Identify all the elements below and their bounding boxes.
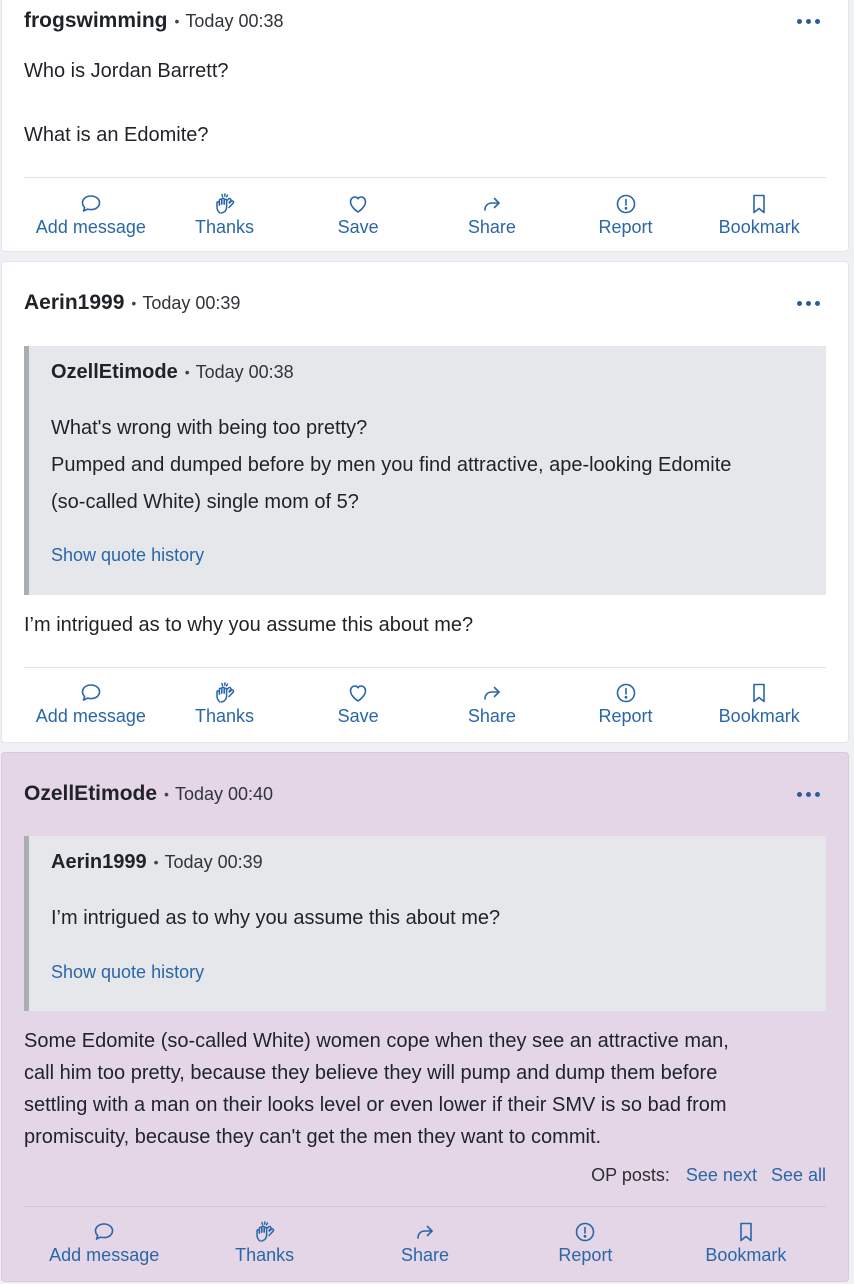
quote-header	[51, 850, 263, 874]
heart-icon	[346, 681, 370, 705]
quote-text	[51, 900, 804, 937]
clapping-hands-icon	[213, 192, 237, 216]
post-timestamp[interactable]: Today 00:38	[185, 10, 284, 31]
post-body	[24, 1025, 826, 1153]
body-line: What is an Edomite?	[24, 124, 209, 146]
quote-author[interactable]: OzellEtimode	[51, 360, 178, 383]
body-line: promiscuity, because they can't get the men they want to commit.	[24, 1126, 602, 1148]
post-timestamp[interactable]: Today 00:40	[174, 783, 274, 804]
post-header	[24, 291, 826, 315]
post-body	[24, 609, 826, 641]
report-button[interactable]	[505, 1220, 665, 1276]
clapping-hands-icon	[213, 681, 237, 705]
add-message-label: Add message	[35, 706, 146, 726]
quote-line: I’m intrigued as to why you assume this about me?	[51, 907, 501, 929]
separator-dot: •	[174, 13, 180, 29]
post-actions	[24, 192, 826, 248]
share-label: Share	[400, 1245, 450, 1265]
share-arrow-icon	[413, 1220, 437, 1244]
separator-dot: •	[184, 364, 190, 380]
op-posts-label: OP posts:	[591, 1165, 670, 1185]
thanks-label: Thanks	[194, 217, 255, 237]
save-button[interactable]	[291, 681, 425, 737]
report-button[interactable]	[559, 192, 693, 248]
add-message-label: Add message	[35, 217, 146, 237]
more-options-icon[interactable]	[797, 19, 820, 24]
body-line: call him too pretty, because they believe they will pump and dump them before	[24, 1062, 718, 1084]
show-quote-history-link[interactable]: Show quote history	[51, 545, 205, 565]
thanks-label: Thanks	[235, 1245, 295, 1265]
add-message-button[interactable]	[24, 1220, 184, 1276]
share-button[interactable]	[425, 681, 559, 737]
body-line: Some Edomite (so-called White) women cope when they see an attractive man,	[24, 1030, 729, 1052]
heart-icon	[346, 192, 370, 216]
share-label: Share	[467, 217, 516, 237]
add-message-button[interactable]	[24, 192, 158, 248]
bookmark-label: Bookmark	[718, 706, 800, 726]
add-message-label: Add message	[49, 1245, 160, 1265]
post	[1, 261, 849, 743]
thanks-label: Thanks	[194, 706, 255, 726]
bookmark-button[interactable]	[666, 1220, 826, 1276]
post-header	[24, 9, 826, 33]
separator-dot: •	[153, 854, 159, 870]
divider	[24, 177, 826, 178]
divider	[24, 667, 826, 668]
quote-author[interactable]: Aerin1999	[51, 850, 147, 873]
share-button[interactable]	[425, 192, 559, 248]
see-next-link[interactable]: See next	[685, 1165, 757, 1185]
exclamation-circle-icon	[573, 1220, 597, 1244]
speech-bubble-icon	[79, 192, 103, 216]
thanks-button[interactable]	[158, 681, 292, 737]
bookmark-icon	[747, 192, 771, 216]
quote-block	[24, 346, 826, 595]
separator-dot: •	[164, 786, 169, 802]
more-options-icon[interactable]	[797, 792, 820, 797]
body-line: settling with a man on their looks level or even lower if their SMV is so bad from	[24, 1094, 727, 1116]
thanks-button[interactable]	[158, 192, 292, 248]
post	[1, 0, 849, 252]
op-posts-nav	[591, 1165, 826, 1186]
report-label: Report	[598, 217, 653, 237]
post-header	[24, 782, 826, 806]
quote-timestamp[interactable]: Today 00:38	[195, 361, 294, 382]
quote-line: (so-called White) single mom of 5?	[51, 491, 359, 513]
report-button[interactable]	[559, 681, 693, 737]
exclamation-circle-icon	[614, 192, 638, 216]
post-actions	[24, 1220, 826, 1276]
speech-bubble-icon	[92, 1220, 116, 1244]
save-label: Save	[337, 217, 379, 237]
separator-dot: •	[131, 295, 137, 311]
add-message-button[interactable]	[24, 681, 158, 737]
post-body	[24, 55, 826, 151]
see-all-link[interactable]: See all	[770, 1165, 826, 1185]
post-op	[1, 752, 849, 1282]
bookmark-label: Bookmark	[718, 217, 800, 237]
exclamation-circle-icon	[614, 681, 638, 705]
bookmark-label: Bookmark	[705, 1245, 787, 1265]
save-button[interactable]	[291, 192, 425, 248]
share-label: Share	[467, 706, 516, 726]
bookmark-button[interactable]	[692, 192, 826, 248]
report-label: Report	[598, 706, 653, 726]
quote-block	[24, 836, 826, 1011]
share-button[interactable]	[345, 1220, 505, 1276]
bookmark-icon	[747, 681, 771, 705]
quote-text	[51, 410, 804, 521]
body-line: Who is Jordan Barrett?	[24, 60, 229, 82]
save-label: Save	[337, 706, 379, 726]
quote-timestamp[interactable]: Today 00:39	[164, 851, 263, 872]
report-label: Report	[558, 1245, 613, 1265]
author-name[interactable]: OzellEtimode	[24, 782, 158, 805]
divider	[24, 1206, 826, 1207]
share-arrow-icon	[480, 192, 504, 216]
bookmark-button[interactable]	[692, 681, 826, 737]
author-name[interactable]: Aerin1999	[24, 291, 125, 314]
speech-bubble-icon	[79, 681, 103, 705]
author-name[interactable]: frogswimming	[24, 9, 168, 32]
post-actions	[24, 681, 826, 737]
thanks-button[interactable]	[184, 1220, 344, 1276]
clapping-hands-icon	[253, 1220, 277, 1244]
bookmark-icon	[734, 1220, 758, 1244]
quote-line: What's wrong with being too pretty?	[51, 417, 368, 439]
quote-line: Pumped and dumped before by men you find attractive, ape-looking Edomite	[51, 454, 732, 476]
post-timestamp[interactable]: Today 00:39	[142, 292, 241, 313]
share-arrow-icon	[480, 681, 504, 705]
quote-header	[51, 360, 294, 384]
body-line: I’m intrigued as to why you assume this about me?	[24, 614, 474, 636]
more-options-icon[interactable]	[797, 301, 820, 306]
show-quote-history-link[interactable]: Show quote history	[51, 962, 205, 982]
